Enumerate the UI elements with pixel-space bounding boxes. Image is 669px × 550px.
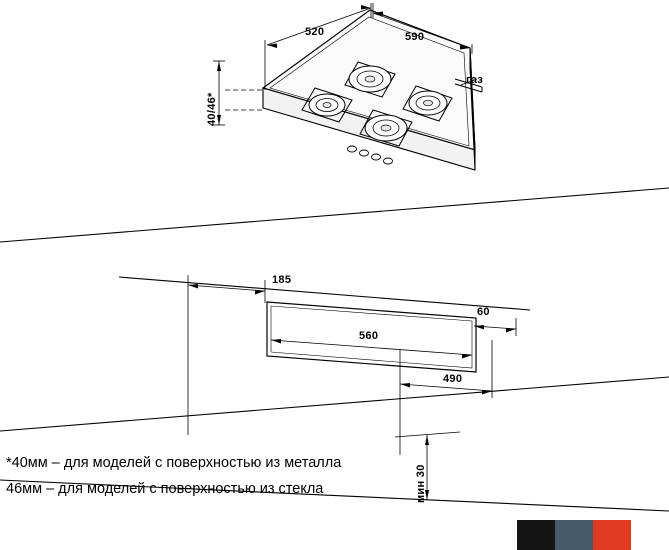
footnote-glass: 46мм – для моделей с поверхностью из стекла bbox=[6, 481, 324, 497]
dimension-label-thickness: 40/46* bbox=[206, 92, 218, 126]
dimension-label-560: 560 bbox=[359, 330, 379, 342]
swatch-red bbox=[593, 520, 631, 550]
dimension-label-490: 490 bbox=[443, 373, 463, 385]
dimension-60 bbox=[474, 318, 516, 336]
hob-isometric-view bbox=[263, 10, 482, 170]
worktop-rear-edge bbox=[0, 188, 669, 242]
footnote-metal: *40мм – для моделей с поверхностью из металла bbox=[6, 455, 342, 471]
swatch-black bbox=[517, 520, 555, 550]
control-knobs[interactable] bbox=[348, 146, 393, 164]
dimension-thickness bbox=[213, 61, 263, 125]
dimension-min30 bbox=[395, 432, 460, 500]
worktop-front-edge bbox=[0, 377, 669, 431]
dimension-label-60: 60 bbox=[477, 306, 490, 318]
swatch-slate bbox=[555, 520, 593, 550]
swatch-white bbox=[631, 520, 669, 550]
dimension-label-520: 520 bbox=[305, 26, 325, 38]
color-swatches bbox=[517, 520, 669, 550]
dimension-label-590: 590 bbox=[405, 31, 425, 43]
dimension-label-185: 185 bbox=[272, 274, 292, 286]
dimension-label-min30: мин 30 bbox=[415, 464, 427, 503]
gas-label: газ bbox=[466, 74, 484, 86]
worktop-left-fold bbox=[119, 277, 530, 310]
